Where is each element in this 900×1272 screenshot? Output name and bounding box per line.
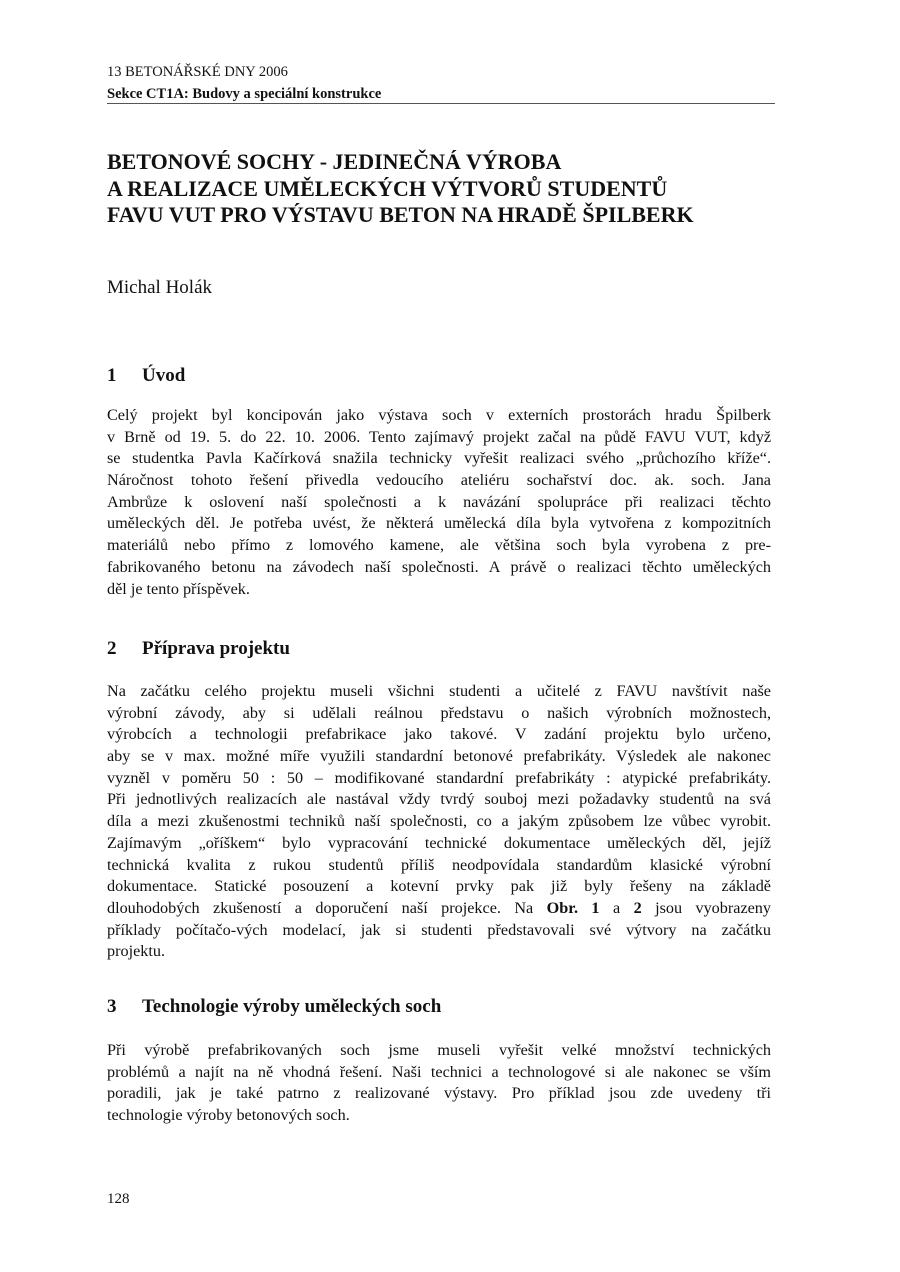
text-line: děl je tento příspěvek. xyxy=(107,579,250,598)
text-line: Náročnost tohoto řešení přivedla vedoucího ateliéru sochařství doc. ak. soch. Jana xyxy=(107,471,771,490)
text-line: materiálů nebo přímo z lomového kamene, ale většina soch byla vyrobena z pre- xyxy=(107,536,771,555)
section-heading xyxy=(107,995,441,1019)
text-line: technologie výroby betonových soch. xyxy=(107,1106,350,1125)
section-paragraph xyxy=(107,681,771,963)
title-line: BETONOVÉ SOCHY - JEDINEČNÁ VÝROBA xyxy=(107,149,562,174)
text-line: v Brně od 19. 5. do 22. 10. 2006. Tento zajímavý projekt začal na půdě FAVU VUT, když xyxy=(107,427,771,446)
section-paragraph xyxy=(107,1040,771,1127)
page-number: 128 xyxy=(107,1191,130,1207)
section-number: 2 xyxy=(107,638,117,659)
section-heading xyxy=(107,637,290,661)
text-line: se studentka Pavla Kačírková snažila technicky vyřešit realizaci svého „průchozího kříže“. xyxy=(107,449,771,468)
running-header-section: Sekce CT1A: Budovy a speciální konstrukce xyxy=(107,86,382,102)
text-line: Zajímavým „oříškem“ bylo vypracování technické dokumentace uměleckých děl, jejíž xyxy=(107,833,771,852)
author-name: Michal Holák xyxy=(107,277,213,298)
text-line: Při výrobě prefabrikovaných soch jsme museli vyřešit velké množství technických xyxy=(107,1041,771,1059)
text-line: technická kvalita z rukou studentů příliš neodpovídala standardům klasické výrobní xyxy=(107,855,771,874)
header-rule xyxy=(107,103,775,104)
section-title: Příprava projektu xyxy=(142,638,290,659)
title-line: A REALIZACE UMĚLECKÝCH VÝTVORŮ STUDENTŮ xyxy=(107,175,668,201)
text-line: dokumentace. Statické posouzení a kotevní prvky pak již byly řešeny na základě xyxy=(107,877,771,896)
text-line: poradili, jak je také patrno z realizované výstavy. Pro příklad jsou zde uvedeny tři xyxy=(107,1084,771,1103)
title-line: FAVU VUT PRO VÝSTAVU BETON NA HRADĚ ŠPILBERK xyxy=(107,202,694,227)
section-heading xyxy=(107,364,185,388)
text-line: aby se v max. možné míře využili standardní betonové prefabrikáty. Výsledek ale nakonec xyxy=(107,747,771,766)
text-line: výrobní závody, aby si udělali reálnou představu o našich výrobních možnostech, xyxy=(107,703,771,722)
text-line: díla a mezi zkušenostmi techniků naší společnosti, co a jakým způsobem lze vůbec vyrobit. xyxy=(107,812,771,831)
section-title: Úvod xyxy=(142,365,186,386)
figure-reference: Obr. 1 xyxy=(546,898,600,917)
text-line: problémů a najít na ně vhodná řešení. Naši technici a technologové si ale nakonec se vším xyxy=(107,1062,771,1081)
text-line: Při jednotlivých realizacích ale nastával vždy tvrdý souboj mezi požadavky studentů na svá xyxy=(107,790,771,809)
figure-reference: 2 xyxy=(633,898,642,917)
section-title: Technologie výroby uměleckých soch xyxy=(142,996,442,1017)
running-header-conference: 13 BETONÁŘSKÉ DNY 2006 xyxy=(107,64,288,80)
text-line: vyzněl v poměru 50 : 50 – modifikované standardní prefabrikáty : atypické prefabrikáty. xyxy=(107,768,771,787)
section-number: 3 xyxy=(107,996,117,1017)
section-number: 1 xyxy=(107,365,117,386)
text-fragment: dlouhodobých zkušeností a doporučení naší projekce. Na xyxy=(107,898,547,917)
text-line: uměleckých děl. Je potřeba uvést, že některá umělecká díla byla vytvořena z kompozitních xyxy=(107,514,771,533)
text-line: projektu. xyxy=(107,942,165,961)
text-fragment: a xyxy=(599,898,634,917)
paper-title xyxy=(107,149,787,229)
text-line: příklady počítačo-vých modelací, jak si studenti představovali své výtvory na začátku xyxy=(107,920,771,939)
text-fragment: jsou vyobrazeny xyxy=(641,898,771,917)
text-line: výrobcích a technologii prefabrikace jako takové. V zadání projektu bylo určeno, xyxy=(107,725,771,744)
section-paragraph xyxy=(107,405,771,600)
text-line: Celý projekt byl koncipován jako výstava soch v externích prostorách hradu Špilberk xyxy=(107,406,771,424)
text-line: fabrikovaného betonu na závodech naší společnosti. A právě o realizaci těchto uměleckých xyxy=(107,557,771,576)
text-line: Na začátku celého projektu museli všichni studenti a učitelé z FAVU navštívit naše xyxy=(107,682,771,700)
text-line: Ambrůze k oslovení naší společnosti a k navázání spolupráce při realizaci těchto xyxy=(107,492,771,511)
text-line-with-figure-refs xyxy=(107,898,771,920)
